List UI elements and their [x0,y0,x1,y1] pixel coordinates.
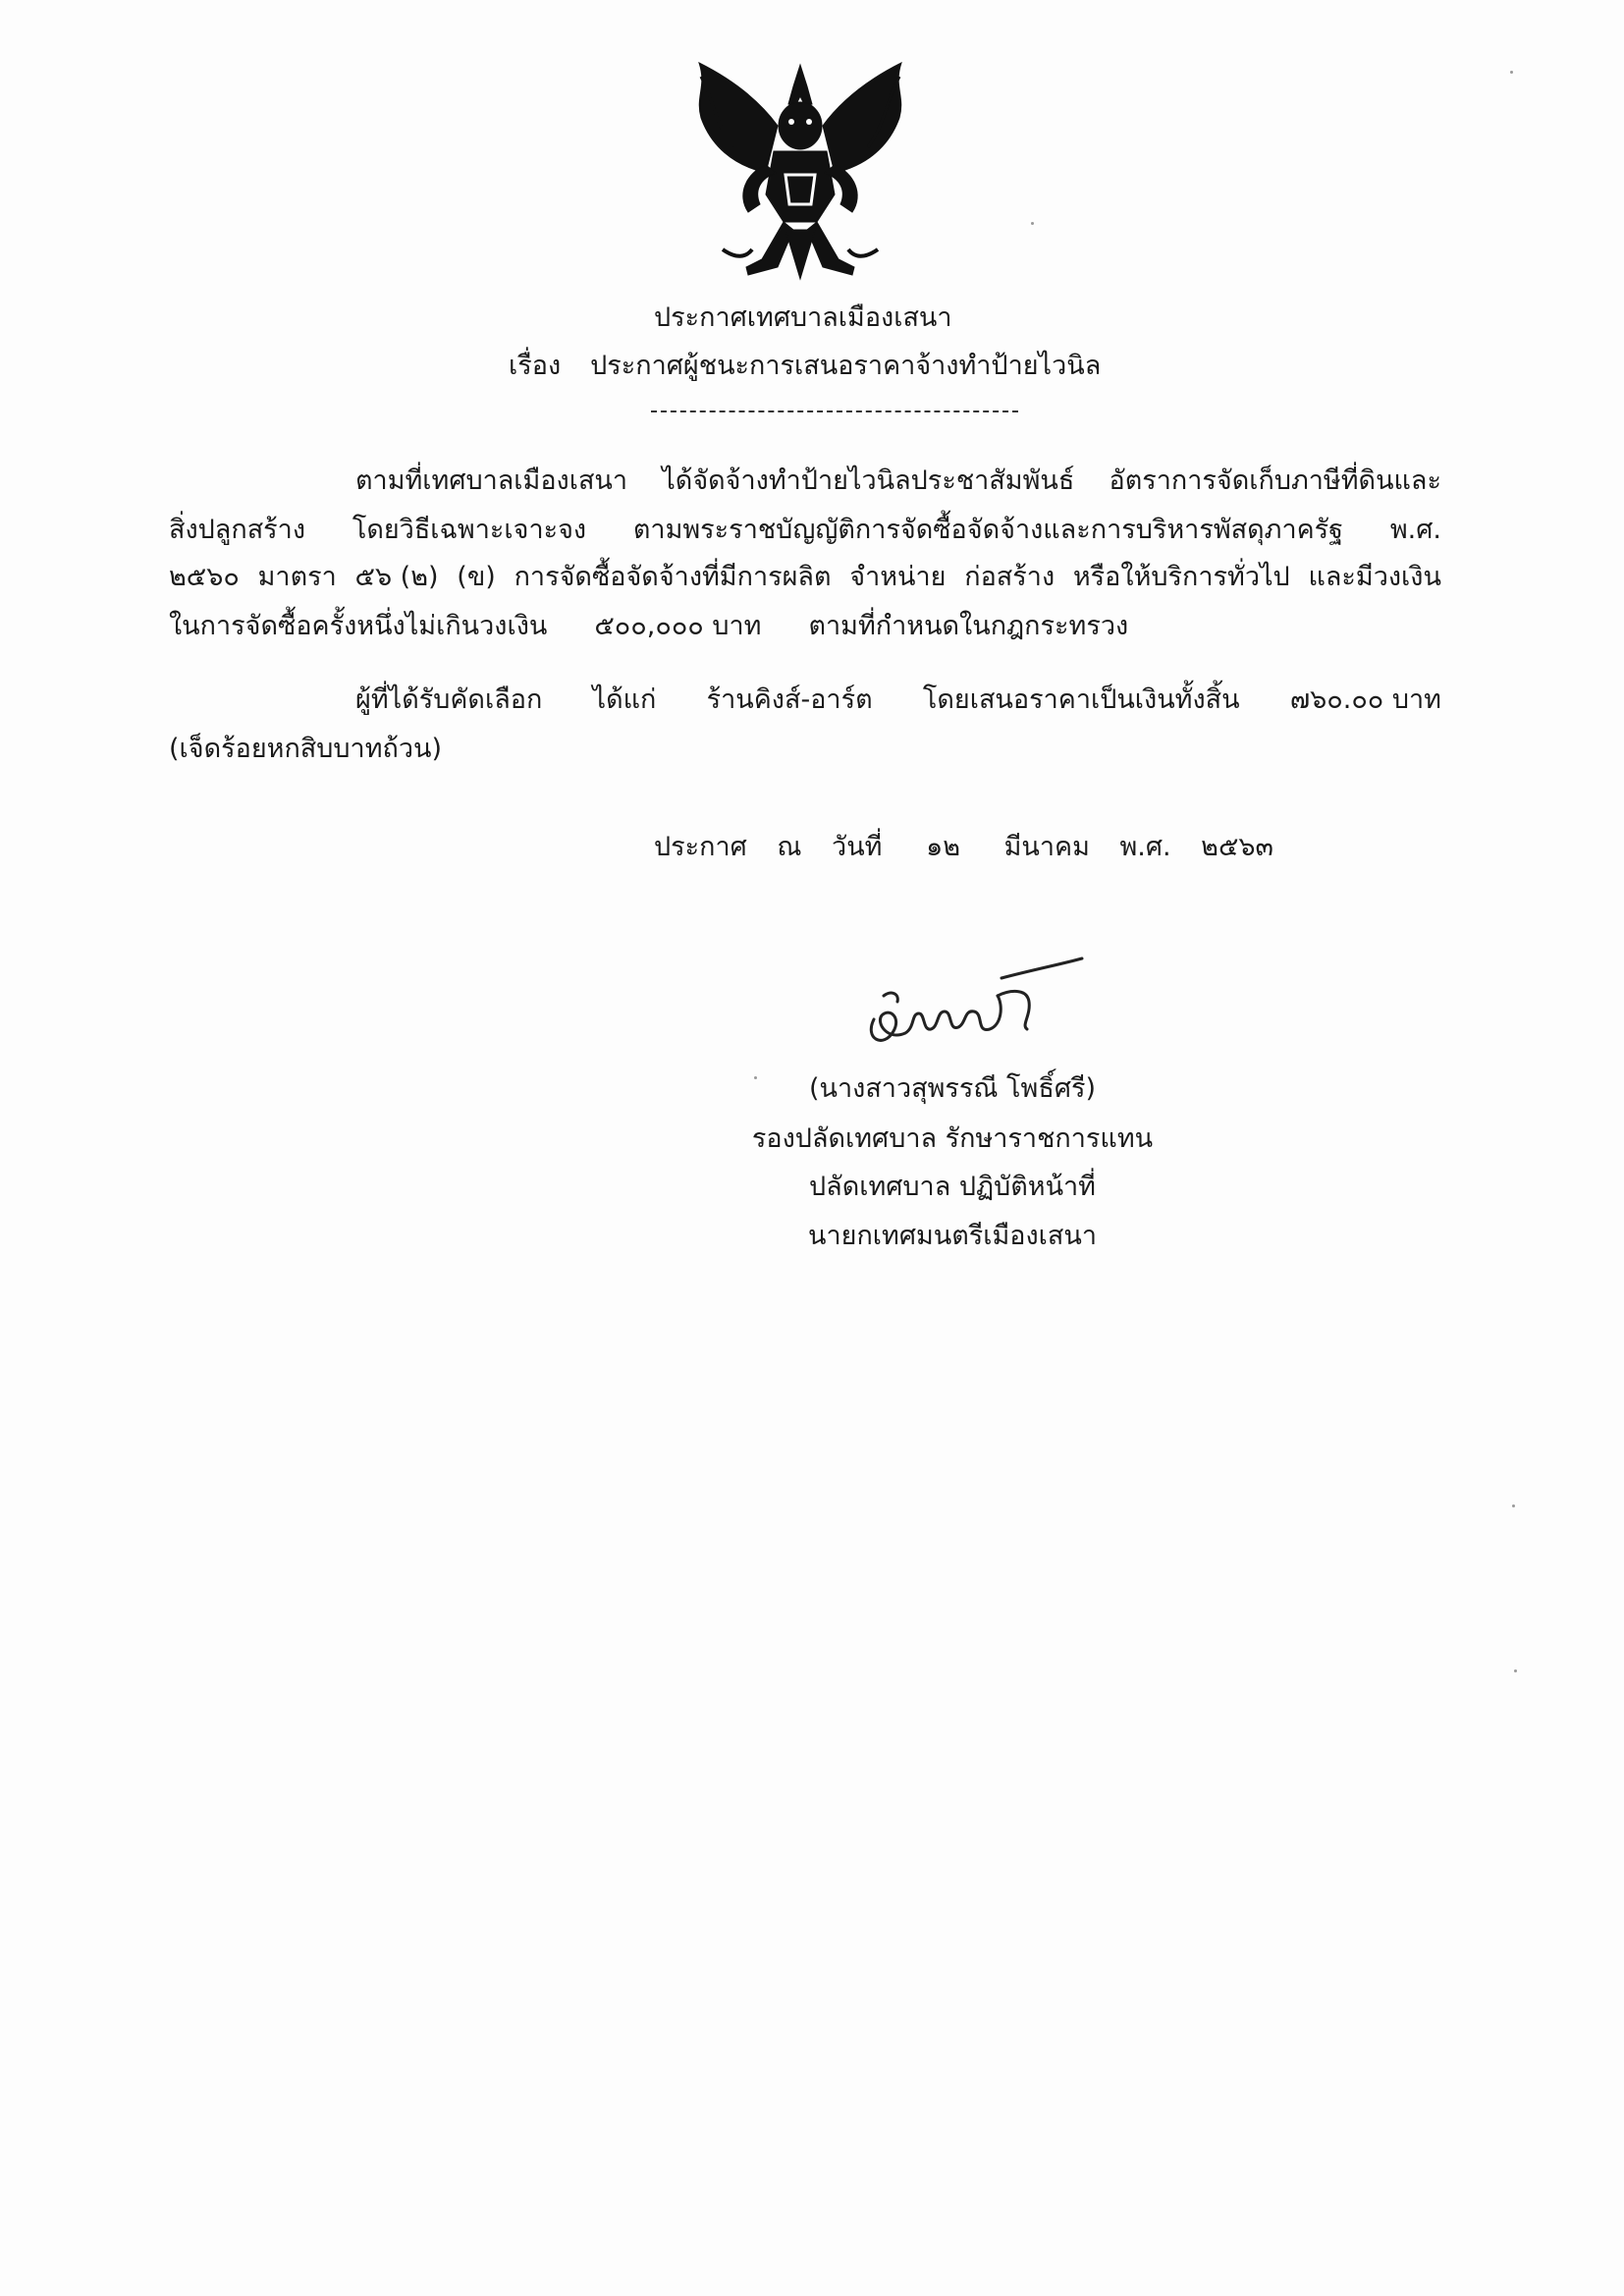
day-label: วันที่ [832,832,883,862]
text-segment: ในการจัดซื้อครั้งหนึ่งไม่เกินวงเงิน [169,611,548,641]
scan-speck [1512,1504,1515,1507]
text-segment: การจัดซื้อจัดจ้างที่มีการผลิต [514,562,832,592]
era-label: พ.ศ. [1119,832,1171,862]
paragraph2-line2 [169,732,1441,767]
vendor-name: ร้านคิงส์-อาร์ต [706,684,873,715]
date-at: ณ [777,832,802,862]
year-value: ๒๕๖๓ [1201,832,1273,862]
text-segment: มาตรา [257,562,337,592]
month-value: มีนาคม [1003,832,1090,862]
paragraph2-line1 [355,683,1441,718]
paragraph1-line4 [169,609,1441,644]
award-amount: ๗๖๐.๐๐ บาท [1289,684,1441,715]
day-value: ๑๒ [926,832,960,862]
text-segment: ผู้ที่ได้รับคัดเลือก [355,684,543,715]
text-segment: ๕๐๐,๐๐๐ บาท [594,611,762,641]
scan-speck [1514,1669,1517,1672]
paragraph1-line1 [355,464,1441,499]
paragraph1-line2 [169,513,1441,548]
garuda-emblem [687,57,913,285]
amount-in-words: (เจ็ดร้อยหกสิบบาทถ้วน) [169,734,443,764]
text-segment: โดยวิธีเฉพาะเจาะจง [352,515,587,545]
handwritten-signature [854,951,1090,1059]
scan-speck [1510,71,1513,74]
text-segment: ๒๕๖๐ [169,562,240,592]
text-segment: (ข) [457,562,496,592]
signatory-name: (นางสาวสุพรรณี โพธิ์ศรี) [808,1073,1096,1104]
subject-line [509,349,1101,384]
text-segment: อัตราการจัดเก็บภาษีที่ดินและ [1109,465,1441,496]
text-segment: โดยเสนอราคาเป็นเงินทั้งสิ้น [922,684,1240,715]
text-segment: พ.ศ. [1389,515,1441,545]
text-segment: จำหน่าย [849,562,947,592]
text-segment: หรือให้บริการทั่วไป [1072,562,1290,592]
issuer-heading: ประกาศเทศบาลเมืองเสนา [654,302,952,333]
text-segment: ก่อสร้าง [964,562,1056,592]
text-segment: ตามที่กำหนดในกฎกระทรวง [808,611,1129,641]
signatory-position-2: ปลัดเทศบาล ปฏิบัติหน้าที่ [809,1172,1096,1202]
paragraph1-line3 [169,560,1441,595]
date-label: ประกาศ [654,832,747,862]
scan-speck [1031,222,1034,225]
signatory-position-3: นายกเทศมนตรีเมืองเสนา [808,1221,1097,1251]
announcement-date [654,830,1295,865]
text-segment: ๕๖ (๒) [354,562,439,592]
subject-text: ประกาศผู้ชนะการเสนอราคาจ้างทำป้ายไวนิล [590,351,1102,381]
text-segment: ได้แก่ [592,684,657,715]
header-divider [651,410,1018,412]
text-segment: สิ่งปลูกสร้าง [169,515,306,545]
text-segment: และมีวงเงิน [1308,562,1441,592]
subject-label: เรื่อง [509,351,562,381]
text-segment: ตามที่เทศบาลเมืองเสนา [355,465,628,496]
signatory-position-1: รองปลัดเทศบาล รักษาราชการแทน [751,1123,1154,1154]
scan-speck [754,1076,757,1079]
text-segment: ตามพระราชบัญญัติการจัดซื้อจัดจ้างและการบริหารพัสดุภาครัฐ [632,515,1344,545]
text-segment: ได้จัดจ้างทำป้ายไวนิลประชาสัมพันธ์ [662,465,1075,496]
